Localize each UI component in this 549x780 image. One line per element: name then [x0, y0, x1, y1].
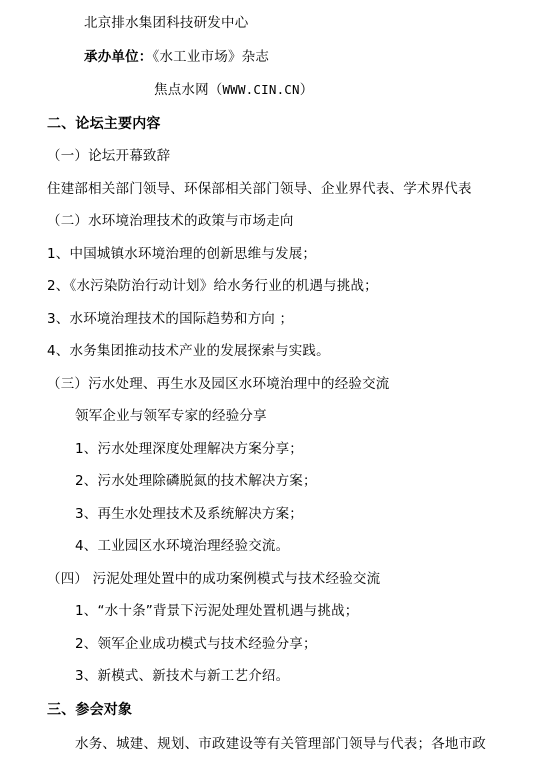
list-item: 2、领军企业成功模式与技术经验分享；: [75, 636, 317, 652]
organizer-line: 北京排水集团科技研发中心: [84, 15, 249, 31]
list-item: 4、水务集团推动技术产业的发展探索与实践。: [47, 343, 330, 359]
list-item: 1、“水十条”背景下污泥处理处置机遇与挑战；: [75, 603, 359, 619]
list-item: 4、工业园区水环境治理经验交流。: [75, 538, 290, 554]
website-url: WWW.CIN.CN: [222, 82, 300, 97]
paragraph-opening-speakers: 住建部相关部门领导、环保部相关部门领导、企业界代表、学术界代表: [47, 181, 472, 197]
paragraph-experience-intro: 领军企业与领军专家的经验分享: [75, 408, 267, 424]
website-line: [154, 81, 313, 99]
website-text: 焦点水网（: [154, 82, 223, 98]
subsection-title-sludge: （四） 污泥处理处置中的成功案例模式与技术经验交流: [47, 571, 381, 587]
list-item: 2、《水污染防治行动计划》给水务行业的机遇与挑战；: [47, 278, 378, 294]
subsection-title-experience: （三）污水处理、再生水及园区水环境治理中的经验交流: [47, 376, 390, 392]
host-value: 《水工业市场》杂志: [152, 49, 270, 65]
paragraph-attendees: 水务、城建、规划、市政建设等有关管理部门领导与代表；各地市政: [75, 736, 486, 752]
list-item: 1、污水处理深度处理解决方案分享；: [75, 441, 303, 457]
list-item: 3、再生水处理技术及系统解决方案；: [75, 506, 303, 522]
list-item: 1、中国城镇水环境治理的创新思维与发展；: [47, 246, 317, 262]
host-line: [84, 48, 269, 66]
host-label: 承办单位：: [84, 49, 153, 65]
section-heading-attendees: 三、参会对象: [47, 702, 133, 718]
list-item: 3、水环境治理技术的国际趋势和方向 ；: [47, 311, 294, 327]
list-item: 2、污水处理除磷脱氮的技术解决方案；: [75, 473, 317, 489]
subsection-title-opening: （一）论坛开幕致辞: [47, 148, 171, 164]
section-heading-forum-content: 二、论坛主要内容: [47, 116, 161, 132]
list-item: 3、新模式、新技术与新工艺介绍。: [75, 668, 290, 684]
subsection-title-policy: （二）水环境治理技术的政策与市场走向: [47, 213, 294, 229]
website-close: ）: [299, 82, 314, 98]
